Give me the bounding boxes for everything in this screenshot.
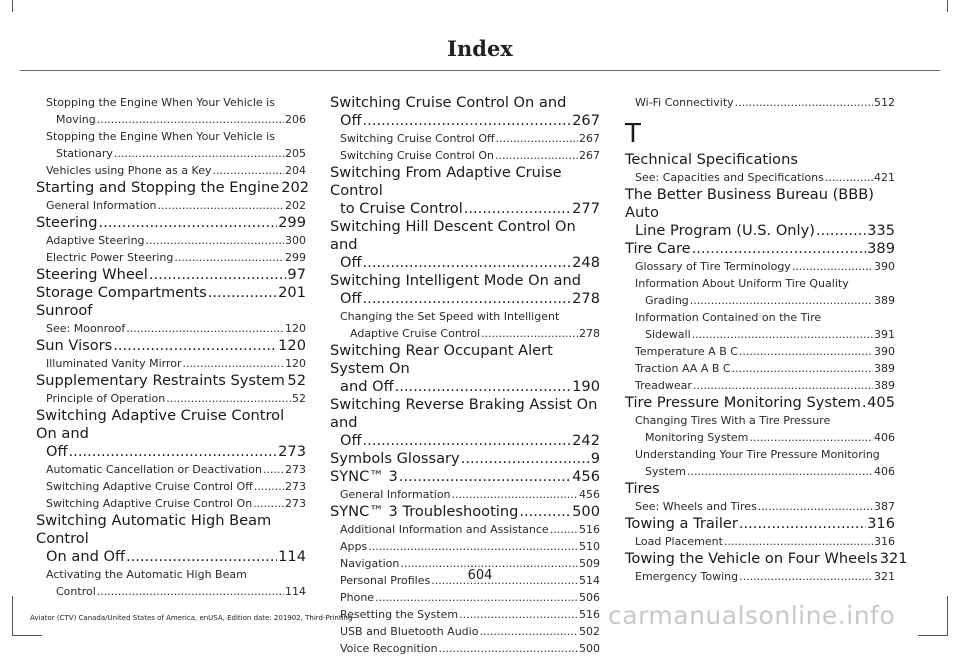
dot-leader: [213, 162, 285, 179]
dot-leader: [692, 240, 867, 258]
index-column-1: [36, 94, 310, 600]
entry-text: See: Wheels and Tires: [635, 500, 757, 513]
index-entry: [330, 218, 600, 272]
page-reference: 391: [874, 328, 895, 341]
entry-text: Technical Specifications: [625, 151, 798, 168]
dot-leader: [395, 378, 572, 396]
entry-text: Switching From Adaptive Cruise Control: [330, 164, 567, 199]
index-subentry: [330, 130, 600, 147]
entry-text: Adaptive Steering: [46, 234, 145, 247]
dot-leader: [464, 200, 571, 218]
page-reference: 390: [874, 260, 895, 273]
index-subentry: [36, 355, 306, 372]
entry-text: Steering: [36, 214, 98, 231]
index-subentry: [625, 533, 895, 550]
entry-text: to Cruise Control: [340, 200, 463, 217]
entry-text: Starting and Stopping the Engine: [36, 179, 280, 196]
page-reference: 204: [285, 164, 306, 177]
dot-leader: [399, 468, 571, 486]
entry-text: Switching Adaptive Cruise Control On: [46, 497, 253, 510]
dot-leader: [126, 548, 277, 566]
page-reference: 516: [579, 523, 600, 536]
page-reference: 316: [874, 535, 895, 548]
index-entry: [330, 94, 600, 130]
page-reference: 514: [579, 574, 600, 587]
index-subentry: [36, 128, 306, 162]
index-subentry: [330, 521, 600, 538]
entry-text: USB and Bluetooth Audio: [340, 625, 479, 638]
entry-text: Off: [340, 432, 362, 449]
entry-text: Information About Uniform Tire Quality: [635, 277, 849, 290]
page-reference: 206: [285, 113, 306, 126]
dot-leader: [481, 325, 578, 342]
entry-text: Steering Wheel: [36, 266, 148, 283]
dot-leader: [758, 498, 873, 515]
entry-text: On and Off: [46, 548, 126, 565]
page-reference: 9: [590, 450, 600, 467]
dot-leader: [495, 147, 578, 164]
index-entry: [330, 503, 600, 521]
entry-text: Illuminated Vanity Mirror: [46, 357, 182, 370]
page-reference: 205: [285, 147, 306, 160]
index-entry: [330, 468, 600, 486]
entry-text: Voice Recognition: [340, 642, 438, 655]
dot-leader: [816, 222, 866, 240]
dot-leader: [862, 394, 866, 412]
page-reference: 278: [572, 290, 600, 307]
page-reference: 52: [287, 372, 306, 389]
dot-leader: [97, 583, 284, 600]
page-reference: 273: [285, 497, 306, 510]
dot-leader: [792, 258, 873, 275]
entry-text: Stopping the Engine When Your Vehicle is: [46, 130, 275, 143]
dot-leader: [113, 337, 277, 355]
entry-text: Switching Reverse Braking Assist On and: [330, 396, 602, 431]
crop-mark: [918, 635, 948, 636]
entry-text: Off: [340, 112, 362, 129]
index-subentry: [36, 390, 306, 407]
dot-leader: [693, 377, 873, 394]
page-reference: 456: [572, 468, 600, 485]
page-reference: 120: [285, 322, 306, 335]
entry-text: Automatic Cancellation or Deactivation: [46, 463, 263, 476]
dot-leader: [99, 214, 278, 232]
page-reference: 512: [874, 96, 895, 109]
index-subentry: [36, 320, 306, 337]
page-reference: 277: [572, 200, 600, 217]
page-reference: 273: [285, 463, 306, 476]
index-entry: [625, 240, 895, 258]
dot-leader: [183, 355, 284, 372]
index-subentry: [625, 309, 895, 343]
dot-leader: [363, 432, 572, 450]
dot-leader: [687, 463, 873, 480]
page-reference: 278: [579, 327, 600, 340]
page-reference: 300: [285, 234, 306, 247]
index-entry: [36, 407, 306, 461]
dot-leader: [286, 372, 287, 390]
dot-leader: [149, 266, 287, 284]
page-reference: 321: [874, 570, 895, 583]
entry-text: Switching Cruise Control On and: [330, 94, 567, 111]
index-entry: [625, 515, 895, 533]
entry-text: Treadwear: [635, 379, 692, 392]
index-subentry: [625, 275, 895, 309]
entry-text: SYNC™ 3: [330, 468, 398, 485]
page-reference: 516: [579, 608, 600, 621]
index-subentry: [36, 197, 306, 214]
index-subentry: [36, 94, 306, 128]
dot-leader: [375, 589, 578, 606]
crop-mark: [12, 596, 13, 636]
index-entry: [625, 480, 895, 498]
dot-leader: [146, 232, 284, 249]
dot-leader: [739, 515, 866, 533]
dot-leader: [69, 443, 278, 461]
dot-leader: [363, 290, 572, 308]
dot-leader: [263, 461, 284, 478]
dot-leader: [158, 197, 284, 214]
dot-leader: [97, 111, 284, 128]
page-reference: 510: [579, 540, 600, 553]
entry-text: Wi-Fi Connectivity: [635, 96, 734, 109]
entry-text: Switching Intelligent Mode On and: [330, 272, 581, 289]
crop-mark: [12, 635, 42, 636]
page-title: Index: [447, 36, 513, 61]
entry-text: Sun Visors: [36, 337, 113, 354]
index-entry: [625, 186, 895, 240]
entry-text: and Off: [340, 378, 394, 395]
entry-text: Off: [46, 443, 68, 460]
page-reference: 389: [874, 379, 895, 392]
entry-text: Moving: [56, 113, 96, 126]
page-reference: 267: [572, 112, 600, 129]
index-subentry: [36, 478, 306, 495]
index-subentry: [36, 249, 306, 266]
index-entry: [36, 284, 306, 302]
index-entry: [36, 372, 306, 390]
entry-text: Traction AA A B C: [635, 362, 731, 375]
index-subentry: [625, 498, 895, 515]
page-reference: 389: [867, 240, 895, 257]
dot-leader: [126, 320, 284, 337]
dot-leader: [825, 169, 873, 186]
entry-text: Sidewall: [645, 328, 691, 341]
index-entry: [330, 450, 600, 468]
dot-leader: [368, 538, 578, 555]
page-reference: 500: [579, 642, 600, 655]
entry-text: Supplementary Restraints System: [36, 372, 285, 389]
page-reference: 114: [285, 585, 306, 598]
entry-text: Emergency Towing: [635, 570, 739, 583]
dot-leader: [739, 343, 873, 360]
page-reference: 421: [874, 171, 895, 184]
page-reference: 390: [874, 345, 895, 358]
entry-text: Storage Compartments: [36, 284, 207, 301]
dot-leader: [461, 450, 590, 468]
entry-text: Switching Cruise Control Off: [340, 132, 495, 145]
dot-leader: [519, 503, 571, 521]
index-entry: [330, 272, 600, 308]
dot-leader: [363, 254, 572, 272]
index-subentry: [36, 461, 306, 478]
entry-text: Tire Care: [625, 240, 691, 257]
entry-text: Phone: [340, 591, 375, 604]
entry-text: Switching Hill Descent Control On and: [330, 218, 581, 253]
entry-text: Monitoring System: [645, 431, 749, 444]
entry-text: Symbols Glossary: [330, 450, 460, 467]
entry-text: Switching Adaptive Cruise Control On and: [36, 407, 289, 442]
entry-text: Sunroof: [36, 302, 93, 319]
crop-mark: [12, 0, 13, 12]
entry-text: SYNC™ 3 Troubleshooting: [330, 503, 519, 520]
index-entry: [625, 550, 908, 568]
entry-text: Glossary of Tire Terminology: [635, 260, 791, 273]
page-reference: 405: [867, 394, 895, 411]
index-entry: [36, 512, 306, 566]
entry-text: Electric Power Steering: [46, 251, 174, 264]
index-entry: [330, 164, 600, 218]
index-entry: [330, 342, 600, 396]
page-reference: 335: [867, 222, 895, 239]
page-reference: 299: [278, 214, 306, 231]
entry-text: Grading: [645, 294, 689, 307]
dot-leader: [363, 112, 572, 130]
edition-footer: Aviator (CTV) Canada/United States of America, enUSA, Edition date: 201902, Third-Printing-: [30, 614, 355, 622]
dot-leader: [732, 360, 873, 377]
index-subentry: [625, 169, 895, 186]
entry-text: Switching Automatic High Beam Control: [36, 512, 276, 547]
index-subentry: [330, 147, 600, 164]
index-subentry: [625, 258, 895, 275]
index-subentry: [625, 446, 895, 480]
dot-leader: [174, 249, 284, 266]
dot-leader: [254, 478, 284, 495]
page-reference: 248: [572, 254, 600, 271]
dot-leader: [166, 390, 291, 407]
dot-leader: [496, 130, 578, 147]
crop-mark: [947, 596, 948, 636]
entry-text: Adaptive Cruise Control: [350, 327, 481, 340]
entry-text: The Better Business Bureau (BBB) Auto: [625, 186, 879, 221]
index-subentry: [625, 412, 895, 446]
index-entry: [36, 266, 306, 284]
index-entry: [625, 151, 895, 169]
index-subentry: [36, 232, 306, 249]
dot-leader: [749, 429, 873, 446]
page-reference: 120: [278, 337, 306, 354]
dot-leader: [452, 486, 578, 503]
entry-text: Line Program (U.S. Only): [635, 222, 815, 239]
entry-text: Stopping the Engine When Your Vehicle is: [46, 96, 275, 109]
entry-text: Tires: [625, 480, 660, 497]
page-number: 604: [467, 568, 493, 583]
entry-text: Towing the Vehicle on Four Wheels: [625, 550, 878, 567]
page-reference: 202: [281, 179, 310, 196]
dot-leader: [735, 94, 873, 111]
entry-text: Off: [340, 290, 362, 307]
index-subentry: [330, 606, 600, 623]
page-reference: 387: [874, 500, 895, 513]
page-reference: 114: [278, 548, 306, 565]
index-entry: [36, 302, 306, 320]
page-reference: 267: [579, 149, 600, 162]
entry-text: Principle of Operation: [46, 392, 166, 405]
index-entry: [36, 179, 310, 197]
entry-text: See: Moonroof: [46, 322, 126, 335]
entry-text: Switching Adaptive Cruise Control Off: [46, 480, 253, 493]
dot-leader: [550, 521, 578, 538]
page-reference: 506: [579, 591, 600, 604]
dot-leader: [253, 495, 284, 512]
page-reference: 273: [285, 480, 306, 493]
page-reference: 97: [287, 266, 306, 283]
page-reference: 406: [874, 431, 895, 444]
index-subentry: [625, 343, 895, 360]
entry-text: Vehicles using Phone as a Key: [46, 164, 212, 177]
watermark: carmanualsonline.info: [608, 601, 896, 630]
entry-text: Off: [340, 254, 362, 271]
index-entry: [330, 396, 600, 450]
index-entry: [36, 214, 306, 232]
index-section-letter: T: [625, 119, 641, 149]
entry-text: Personal Profiles: [340, 574, 431, 587]
index-entry: [625, 394, 895, 412]
dot-leader: [114, 145, 284, 162]
entry-text: Changing Tires With a Tire Pressure: [635, 414, 831, 427]
entry-text: Stationary: [56, 147, 113, 160]
entry-text: Control: [56, 585, 96, 598]
page-reference: 406: [874, 465, 895, 478]
page-reference: 299: [285, 251, 306, 264]
entry-text: Resetting the System: [340, 608, 459, 621]
page-reference: 316: [867, 515, 895, 532]
index-subentry: [36, 495, 306, 512]
page-reference: 502: [579, 625, 600, 638]
index-subentry: [36, 162, 306, 179]
entry-text: Towing a Trailer: [625, 515, 738, 532]
index-subentry: [330, 623, 600, 640]
dot-leader: [690, 292, 873, 309]
entry-text: Activating the Automatic High Beam: [46, 568, 247, 581]
dot-leader: [208, 284, 277, 302]
index-subentry: [625, 377, 895, 394]
index-subentry: [625, 360, 895, 377]
page-reference: 509: [579, 557, 600, 570]
page-reference: 120: [285, 357, 306, 370]
page-reference: 273: [278, 443, 306, 460]
entry-text: Switching Rear Occupant Alert System On: [330, 342, 558, 377]
dot-leader: [724, 533, 873, 550]
page-reference: 456: [579, 488, 600, 501]
dot-leader: [479, 623, 578, 640]
crop-mark: [947, 0, 948, 12]
page-reference: 267: [579, 132, 600, 145]
entry-text: General Information: [340, 488, 451, 501]
page-reference: 201: [278, 284, 306, 301]
index-subentry: [330, 486, 600, 503]
entry-text: Tire Pressure Monitoring System: [625, 394, 861, 411]
page-reference: 389: [874, 362, 895, 375]
dot-leader: [692, 326, 873, 343]
index-column-3: [625, 94, 908, 585]
page-reference: 242: [572, 432, 600, 449]
page-reference: 389: [874, 294, 895, 307]
dot-leader: [459, 606, 578, 623]
page-reference: 500: [572, 503, 600, 520]
entry-text: Temperature A B C: [635, 345, 738, 358]
entry-text: See: Capacities and Specifications: [635, 171, 824, 184]
page-reference: 202: [285, 199, 306, 212]
entry-text: Information Contained on the Tire: [635, 311, 822, 324]
index-subentry: [625, 94, 895, 111]
index-subentry: [330, 538, 600, 555]
page-reference: 321: [879, 550, 908, 567]
index-subentry: [330, 308, 600, 342]
entry-text: Changing the Set Speed with Intelligent: [340, 310, 560, 323]
entry-text: Navigation: [340, 557, 400, 570]
page-reference: 190: [572, 378, 600, 395]
entry-text: General Information: [46, 199, 157, 212]
index-subentry: [330, 589, 600, 606]
entry-text: Switching Cruise Control On: [340, 149, 494, 162]
page-reference: 52: [292, 392, 306, 405]
entry-text: System: [645, 465, 687, 478]
index-entry: [36, 337, 306, 355]
entry-text: Additional Information and Assistance: [340, 523, 549, 536]
entry-text: Understanding Your Tire Pressure Monitoring: [635, 448, 880, 461]
entry-text: Load Placement: [635, 535, 723, 548]
entry-text: Apps: [340, 540, 368, 553]
header-rule: [20, 70, 940, 71]
